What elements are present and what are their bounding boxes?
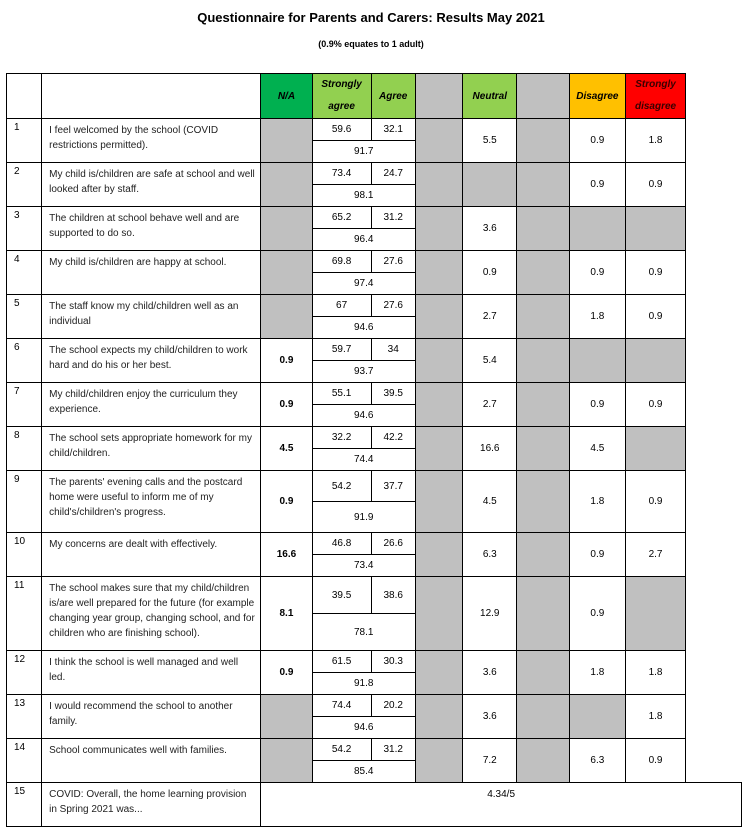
strongly-agree-value: 61.5: [312, 651, 371, 673]
table-row: [7, 577, 742, 614]
row-number: 12: [7, 651, 42, 695]
row-number: 5: [7, 295, 42, 339]
agree-value: 31.2: [371, 739, 415, 761]
row-number: 14: [7, 739, 42, 783]
question-text: The parents' evening calls and the postcard home were useful to inform me of my child's/children's progress.: [42, 471, 261, 533]
neutral-value: 2.7: [463, 383, 517, 427]
question-text: My child is/children are happy at school.: [42, 251, 261, 295]
question-text: My concerns are dealt with effectively.: [42, 533, 261, 577]
disagree-value: [570, 207, 626, 251]
table-row: [7, 383, 742, 405]
agree-total-value: 94.6: [312, 317, 415, 339]
table-row: [7, 651, 742, 673]
disagree-value: 1.8: [570, 471, 626, 533]
agree-value: 31.2: [371, 207, 415, 229]
spacer-grey-1: [415, 471, 463, 533]
disagree-value: 0.9: [570, 251, 626, 295]
agree-total-value: 85.4: [312, 761, 415, 783]
header-na: N/A: [261, 74, 312, 119]
strongly-agree-value: 54.2: [312, 739, 371, 761]
spacer-grey-1: [415, 383, 463, 427]
spacer-grey-2: [517, 295, 570, 339]
disagree-value: 6.3: [570, 739, 626, 783]
question-text: I think the school is well managed and well led.: [42, 651, 261, 695]
disagree-value: [570, 339, 626, 383]
agree-total-value: 91.9: [312, 502, 415, 533]
header-strongly-disagree: Strongly disagree: [625, 74, 686, 119]
strongly-disagree-value: 0.9: [625, 163, 686, 207]
header-strongly-agree: Strongly agree: [312, 74, 371, 119]
spacer-grey-1: [415, 427, 463, 471]
neutral-value: 5.4: [463, 339, 517, 383]
header-disagree: Disagree: [570, 74, 626, 119]
document-subtitle: (0.9% equates to 1 adult): [318, 39, 424, 49]
agree-value: 38.6: [371, 577, 415, 614]
agree-total-value: 73.4: [312, 555, 415, 577]
disagree-value: 0.9: [570, 163, 626, 207]
disagree-value: [570, 695, 626, 739]
row-number: 4: [7, 251, 42, 295]
agree-value: 30.3: [371, 651, 415, 673]
spacer-grey-1: [415, 339, 463, 383]
question-text: COVID: Overall, the home learning provision in Spring 2021 was...: [42, 783, 261, 827]
spacer-grey-2: [517, 339, 570, 383]
row-number: 10: [7, 533, 42, 577]
agree-value: 42.2: [371, 427, 415, 449]
row-number: 8: [7, 427, 42, 471]
disagree-value: 0.9: [570, 383, 626, 427]
neutral-value: 7.2: [463, 739, 517, 783]
question-text: The school sets appropriate homework for my child/children.: [42, 427, 261, 471]
covid-rating: 4.34/5: [261, 783, 742, 827]
strongly-disagree-value: 1.8: [625, 695, 686, 739]
strongly-agree-value: 73.4: [312, 163, 371, 185]
header-agree: Agree: [371, 74, 415, 119]
neutral-value: 5.5: [463, 119, 517, 163]
strongly-agree-value: 46.8: [312, 533, 371, 555]
na-value: [261, 119, 312, 163]
na-value: 16.6: [261, 533, 312, 577]
question-text: I feel welcomed by the school (COVID restrictions permitted).: [42, 119, 261, 163]
agree-value: 32.1: [371, 119, 415, 141]
spacer-grey-2: [517, 533, 570, 577]
strongly-agree-value: 65.2: [312, 207, 371, 229]
header-row: [7, 74, 742, 119]
table-row: [7, 533, 742, 555]
row-number: 1: [7, 119, 42, 163]
spacer-grey-2: [517, 739, 570, 783]
results-body: [7, 119, 742, 827]
agree-total-value: 98.1: [312, 185, 415, 207]
neutral-value: 3.6: [463, 695, 517, 739]
agree-value: 39.5: [371, 383, 415, 405]
na-value: 0.9: [261, 339, 312, 383]
spacer-grey-1: [415, 739, 463, 783]
na-value: 8.1: [261, 577, 312, 651]
question-text: The school makes sure that my child/children is/are well prepared for the future (for example changing year group, changing school, and for children who are finishing school).: [42, 577, 261, 651]
na-value: [261, 207, 312, 251]
na-value: [261, 251, 312, 295]
agree-value: 20.2: [371, 695, 415, 717]
agree-total-value: 91.7: [312, 141, 415, 163]
na-value: [261, 739, 312, 783]
agree-total-value: 96.4: [312, 229, 415, 251]
agree-value: 27.6: [371, 295, 415, 317]
strongly-disagree-value: 0.9: [625, 471, 686, 533]
strongly-disagree-value: 0.9: [625, 739, 686, 783]
question-text: The school expects my child/children to work hard and do his or her best.: [42, 339, 261, 383]
row-number: 13: [7, 695, 42, 739]
table-row: [7, 339, 742, 361]
spacer-grey-1: [415, 295, 463, 339]
strongly-agree-value: 55.1: [312, 383, 371, 405]
spacer-grey-2: [517, 163, 570, 207]
spacer-grey-1: [415, 533, 463, 577]
agree-total-value: 74.4: [312, 449, 415, 471]
na-value: [261, 163, 312, 207]
na-value: 4.5: [261, 427, 312, 471]
strongly-disagree-value: [625, 427, 686, 471]
strongly-disagree-value: [625, 339, 686, 383]
neutral-value: 0.9: [463, 251, 517, 295]
disagree-value: 4.5: [570, 427, 626, 471]
table-row: [7, 695, 742, 717]
question-text: School communicates well with families.: [42, 739, 261, 783]
disagree-value: 1.8: [570, 295, 626, 339]
table-row: [7, 295, 742, 317]
strongly-agree-value: 67: [312, 295, 371, 317]
spacer-grey-2: [517, 471, 570, 533]
row-number: 3: [7, 207, 42, 251]
table-row: [7, 163, 742, 185]
spacer-grey-1: [415, 251, 463, 295]
neutral-value: 3.6: [463, 207, 517, 251]
question-text: I would recommend the school to another family.: [42, 695, 261, 739]
strongly-agree-value: 59.6: [312, 119, 371, 141]
question-text: My child/children enjoy the curriculum they experience.: [42, 383, 261, 427]
strongly-agree-value: 39.5: [312, 577, 371, 614]
agree-value: 34: [371, 339, 415, 361]
strongly-disagree-value: 0.9: [625, 251, 686, 295]
question-text: The staff know my child/children well as an individual: [42, 295, 261, 339]
row-number: 7: [7, 383, 42, 427]
strongly-disagree-value: 2.7: [625, 533, 686, 577]
agree-total-value: 93.7: [312, 361, 415, 383]
neutral-value: 2.7: [463, 295, 517, 339]
strongly-disagree-value: 0.9: [625, 295, 686, 339]
spacer-grey-2: [517, 383, 570, 427]
spacer-grey-2: [517, 119, 570, 163]
table-row: [7, 119, 742, 141]
table-row: [7, 739, 742, 761]
question-text: My child is/children are safe at school and well looked after by staff.: [42, 163, 261, 207]
spacer-grey-2: [517, 251, 570, 295]
disagree-value: 0.9: [570, 533, 626, 577]
header-spacer-2: [517, 74, 570, 119]
disagree-value: 0.9: [570, 577, 626, 651]
strongly-agree-value: 69.8: [312, 251, 371, 273]
table-row: [7, 251, 742, 273]
row-number: 9: [7, 471, 42, 533]
agree-total-value: 94.6: [312, 405, 415, 427]
agree-total-value: 78.1: [312, 614, 415, 651]
neutral-value: 4.5: [463, 471, 517, 533]
question-text: The children at school behave well and are supported to do so.: [42, 207, 261, 251]
results-table: [6, 73, 742, 827]
spacer-grey-1: [415, 119, 463, 163]
na-value: [261, 695, 312, 739]
neutral-value: 6.3: [463, 533, 517, 577]
header-neutral: Neutral: [463, 74, 517, 119]
neutral-value: 3.6: [463, 651, 517, 695]
strongly-disagree-value: [625, 207, 686, 251]
table-row: [7, 207, 742, 229]
na-value: 0.9: [261, 471, 312, 533]
table-row: [7, 427, 742, 449]
spacer-grey-1: [415, 577, 463, 651]
agree-value: 24.7: [371, 163, 415, 185]
na-value: 0.9: [261, 651, 312, 695]
agree-total-value: 91.8: [312, 673, 415, 695]
spacer-grey-2: [517, 651, 570, 695]
strongly-disagree-value: 1.8: [625, 651, 686, 695]
strongly-disagree-value: 1.8: [625, 119, 686, 163]
spacer-grey-1: [415, 207, 463, 251]
spacer-grey-2: [517, 427, 570, 471]
disagree-value: 0.9: [570, 119, 626, 163]
header-num-blank: [7, 74, 42, 119]
na-value: [261, 295, 312, 339]
document-title: Questionnaire for Parents and Carers: Results May 2021: [197, 10, 545, 25]
agree-value: 37.7: [371, 471, 415, 502]
row-number: 15: [7, 783, 42, 827]
spacer-grey-1: [415, 163, 463, 207]
neutral-value: 16.6: [463, 427, 517, 471]
spacer-grey-1: [415, 695, 463, 739]
strongly-disagree-value: 0.9: [625, 383, 686, 427]
strongly-agree-value: 59.7: [312, 339, 371, 361]
disagree-value: 1.8: [570, 651, 626, 695]
covid-row: [7, 783, 742, 827]
spacer-grey-1: [415, 651, 463, 695]
strongly-agree-value: 32.2: [312, 427, 371, 449]
strongly-disagree-value: [625, 577, 686, 651]
spacer-grey-2: [517, 577, 570, 651]
row-number: 6: [7, 339, 42, 383]
spacer-grey-2: [517, 207, 570, 251]
table-row: [7, 471, 742, 502]
neutral-value: 12.9: [463, 577, 517, 651]
header-question-blank: [42, 74, 261, 119]
na-value: 0.9: [261, 383, 312, 427]
row-number: 11: [7, 577, 42, 651]
neutral-value: [463, 163, 517, 207]
agree-total-value: 94.6: [312, 717, 415, 739]
strongly-agree-value: 74.4: [312, 695, 371, 717]
agree-value: 27.6: [371, 251, 415, 273]
header-spacer-1: [415, 74, 463, 119]
agree-value: 26.6: [371, 533, 415, 555]
agree-total-value: 97.4: [312, 273, 415, 295]
row-number: 2: [7, 163, 42, 207]
spacer-grey-2: [517, 695, 570, 739]
strongly-agree-value: 54.2: [312, 471, 371, 502]
